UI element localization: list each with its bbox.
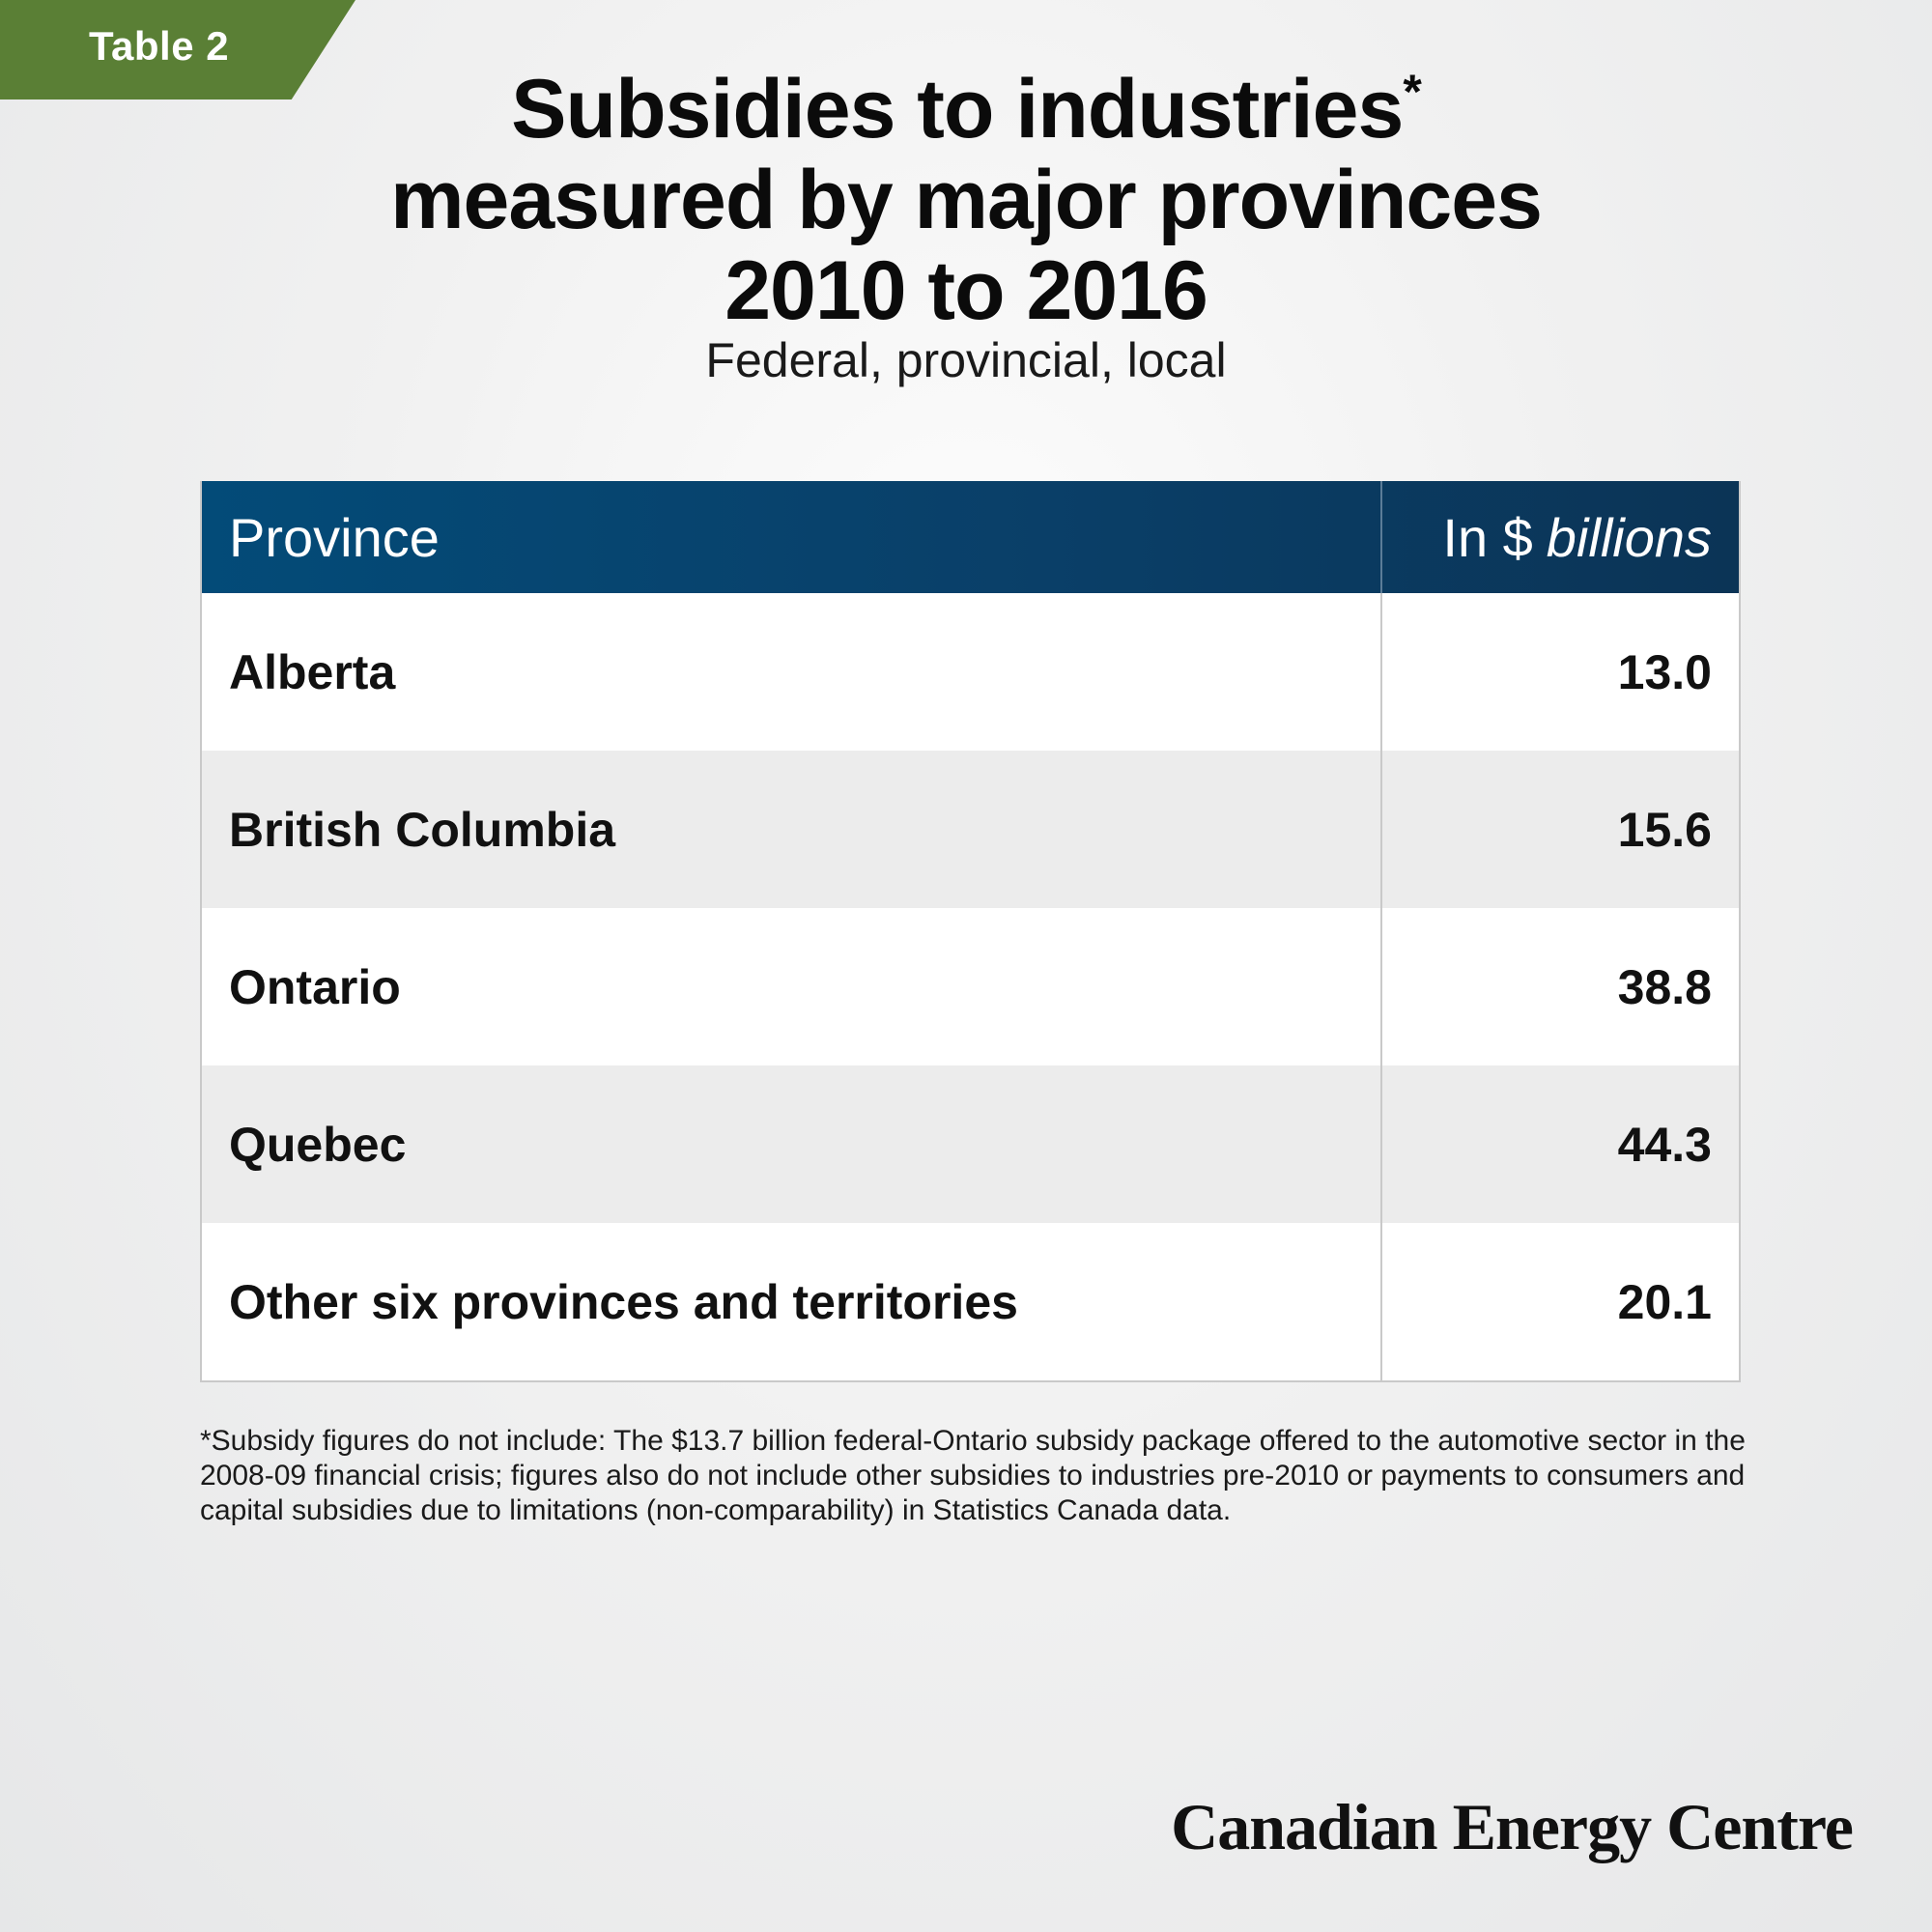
title-line-1-text: Subsidies to industries xyxy=(511,63,1404,156)
title-asterisk: * xyxy=(1403,65,1421,119)
row-province: Other six provinces and territories xyxy=(202,1223,1382,1380)
row-value: 13.0 xyxy=(1617,644,1712,699)
subsidies-table xyxy=(200,481,1741,1382)
table-body xyxy=(202,593,1739,1380)
row-value: 44.3 xyxy=(1617,1117,1712,1172)
title-line-2: measured by major provinces xyxy=(390,154,1542,246)
chart-title xyxy=(290,46,1642,336)
table-row xyxy=(202,593,1739,751)
footnote: *Subsidy figures do not include: The $13.7 billion federal-Ontario subsidy package offered to the automotive sector in the 2008-09 financial crisis; figures also do not include other subsidies to industries pre-2010 or payments to consumers and capital subsidies due to limitations (non-comparability) in Statistics Canada data. xyxy=(200,1425,1746,1526)
row-value: 20.1 xyxy=(1617,1274,1712,1329)
table-row xyxy=(202,751,1739,908)
header-province: Province xyxy=(202,481,1382,593)
table-row xyxy=(202,1223,1739,1380)
table-row xyxy=(202,908,1739,1065)
row-province: Quebec xyxy=(202,1065,1382,1223)
brand-logo-text: Canadian Energy Centre xyxy=(1171,1790,1853,1863)
header-value xyxy=(1382,481,1739,593)
chart-subtitle: Federal, provincial, local xyxy=(705,333,1227,387)
table-number-label: Table 2 xyxy=(89,23,230,69)
row-value: 38.8 xyxy=(1617,959,1712,1014)
row-value: 15.6 xyxy=(1617,802,1712,857)
row-province: British Columbia xyxy=(202,751,1382,908)
row-province: Alberta xyxy=(202,593,1382,751)
title-line-1 xyxy=(290,46,1642,155)
table-header-row xyxy=(202,481,1739,593)
table-row xyxy=(202,1065,1739,1223)
title-line-3: 2010 to 2016 xyxy=(724,244,1208,337)
row-province: Ontario xyxy=(202,908,1382,1065)
header-value-unit: billions xyxy=(1546,506,1712,568)
header-value-prefix: In $ xyxy=(1442,506,1533,568)
